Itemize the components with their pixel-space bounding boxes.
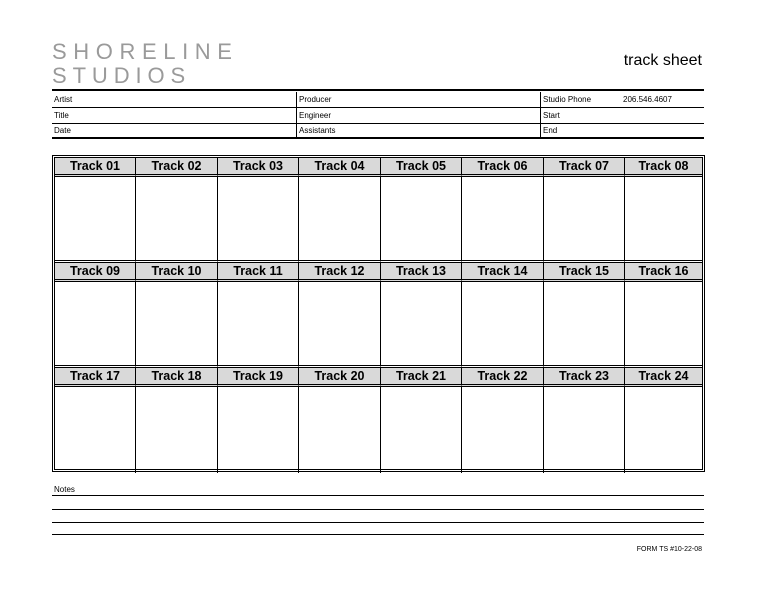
track-cell[interactable] bbox=[136, 177, 218, 263]
track-header: Track 21 bbox=[381, 368, 462, 387]
track-cell[interactable] bbox=[544, 387, 625, 473]
producer-field[interactable] bbox=[296, 92, 540, 107]
track-header: Track 14 bbox=[462, 263, 544, 282]
studio-phone-value: 206.546.4607 bbox=[623, 95, 672, 104]
track-cell[interactable] bbox=[381, 177, 462, 263]
engineer-field[interactable] bbox=[296, 108, 540, 123]
notes-label: Notes bbox=[54, 485, 75, 494]
track-cell[interactable] bbox=[544, 177, 625, 263]
track-cell[interactable] bbox=[299, 282, 381, 368]
brand-line-1: SHORELINE bbox=[52, 39, 239, 64]
track-cell[interactable] bbox=[544, 282, 625, 368]
track-header: Track 22 bbox=[462, 368, 544, 387]
track-header: Track 20 bbox=[299, 368, 381, 387]
track-grid bbox=[52, 155, 705, 472]
track-cell[interactable] bbox=[218, 177, 299, 263]
track-cell[interactable] bbox=[625, 387, 702, 473]
track-header: Track 02 bbox=[136, 158, 218, 177]
assistants-label: Assistants bbox=[299, 126, 336, 135]
track-header: Track 23 bbox=[544, 368, 625, 387]
info-row-1 bbox=[52, 92, 704, 108]
track-cell[interactable] bbox=[625, 282, 702, 368]
track-header: Track 10 bbox=[136, 263, 218, 282]
track-header: Track 06 bbox=[462, 158, 544, 177]
track-header: Track 04 bbox=[299, 158, 381, 177]
track-header: Track 08 bbox=[625, 158, 702, 177]
start-field[interactable] bbox=[540, 108, 704, 123]
date-label: Date bbox=[54, 126, 71, 135]
end-field[interactable] bbox=[540, 123, 704, 138]
notes-line[interactable] bbox=[52, 509, 704, 510]
track-row bbox=[55, 158, 702, 263]
track-cell[interactable] bbox=[136, 387, 218, 473]
info-row-2 bbox=[52, 108, 704, 124]
track-header: Track 13 bbox=[381, 263, 462, 282]
track-header: Track 12 bbox=[299, 263, 381, 282]
track-header: Track 01 bbox=[55, 158, 136, 177]
track-row bbox=[55, 263, 702, 368]
track-cell[interactable] bbox=[462, 387, 544, 473]
track-header: Track 07 bbox=[544, 158, 625, 177]
title-field[interactable] bbox=[52, 108, 296, 123]
artist-label: Artist bbox=[54, 95, 73, 104]
title-label: Title bbox=[54, 111, 69, 120]
notes-line[interactable] bbox=[52, 495, 704, 496]
track-cell[interactable] bbox=[381, 387, 462, 473]
date-field[interactable] bbox=[52, 123, 296, 138]
track-cell[interactable] bbox=[218, 387, 299, 473]
start-label: Start bbox=[543, 111, 560, 120]
track-cell[interactable] bbox=[462, 282, 544, 368]
studio-phone-label: Studio Phone bbox=[543, 95, 592, 104]
session-info-table bbox=[52, 89, 704, 139]
track-header: Track 17 bbox=[55, 368, 136, 387]
producer-label: Producer bbox=[299, 95, 332, 104]
track-header: Track 03 bbox=[218, 158, 299, 177]
engineer-label: Engineer bbox=[299, 111, 332, 120]
track-header: Track 15 bbox=[544, 263, 625, 282]
track-cell[interactable] bbox=[55, 282, 136, 368]
track-cell[interactable] bbox=[381, 282, 462, 368]
track-row bbox=[55, 368, 702, 473]
track-header: Track 05 bbox=[381, 158, 462, 177]
track-cell[interactable] bbox=[55, 387, 136, 473]
track-header: Track 09 bbox=[55, 263, 136, 282]
studio-phone-field bbox=[540, 92, 704, 107]
notes-line[interactable] bbox=[52, 522, 704, 523]
document-title: track sheet bbox=[623, 52, 702, 69]
track-cell[interactable] bbox=[299, 387, 381, 473]
track-cell[interactable] bbox=[55, 177, 136, 263]
track-header: Track 19 bbox=[218, 368, 299, 387]
track-header: Track 16 bbox=[625, 263, 702, 282]
form-id: FORM TS #10-22-08 bbox=[636, 546, 702, 553]
artist-field[interactable] bbox=[52, 92, 296, 107]
assistants-field[interactable] bbox=[296, 123, 540, 138]
track-header: Track 18 bbox=[136, 368, 218, 387]
notes-line[interactable] bbox=[52, 534, 704, 535]
end-label: End bbox=[543, 126, 558, 135]
track-cell[interactable] bbox=[136, 282, 218, 368]
track-cell[interactable] bbox=[299, 177, 381, 263]
track-header: Track 24 bbox=[625, 368, 702, 387]
info-row-3 bbox=[52, 123, 704, 138]
track-cell[interactable] bbox=[625, 177, 702, 263]
track-cell[interactable] bbox=[218, 282, 299, 368]
brand-logo bbox=[52, 40, 239, 88]
track-cell[interactable] bbox=[462, 177, 544, 263]
track-header: Track 11 bbox=[218, 263, 299, 282]
brand-line-2: STUDIOS bbox=[52, 63, 192, 88]
